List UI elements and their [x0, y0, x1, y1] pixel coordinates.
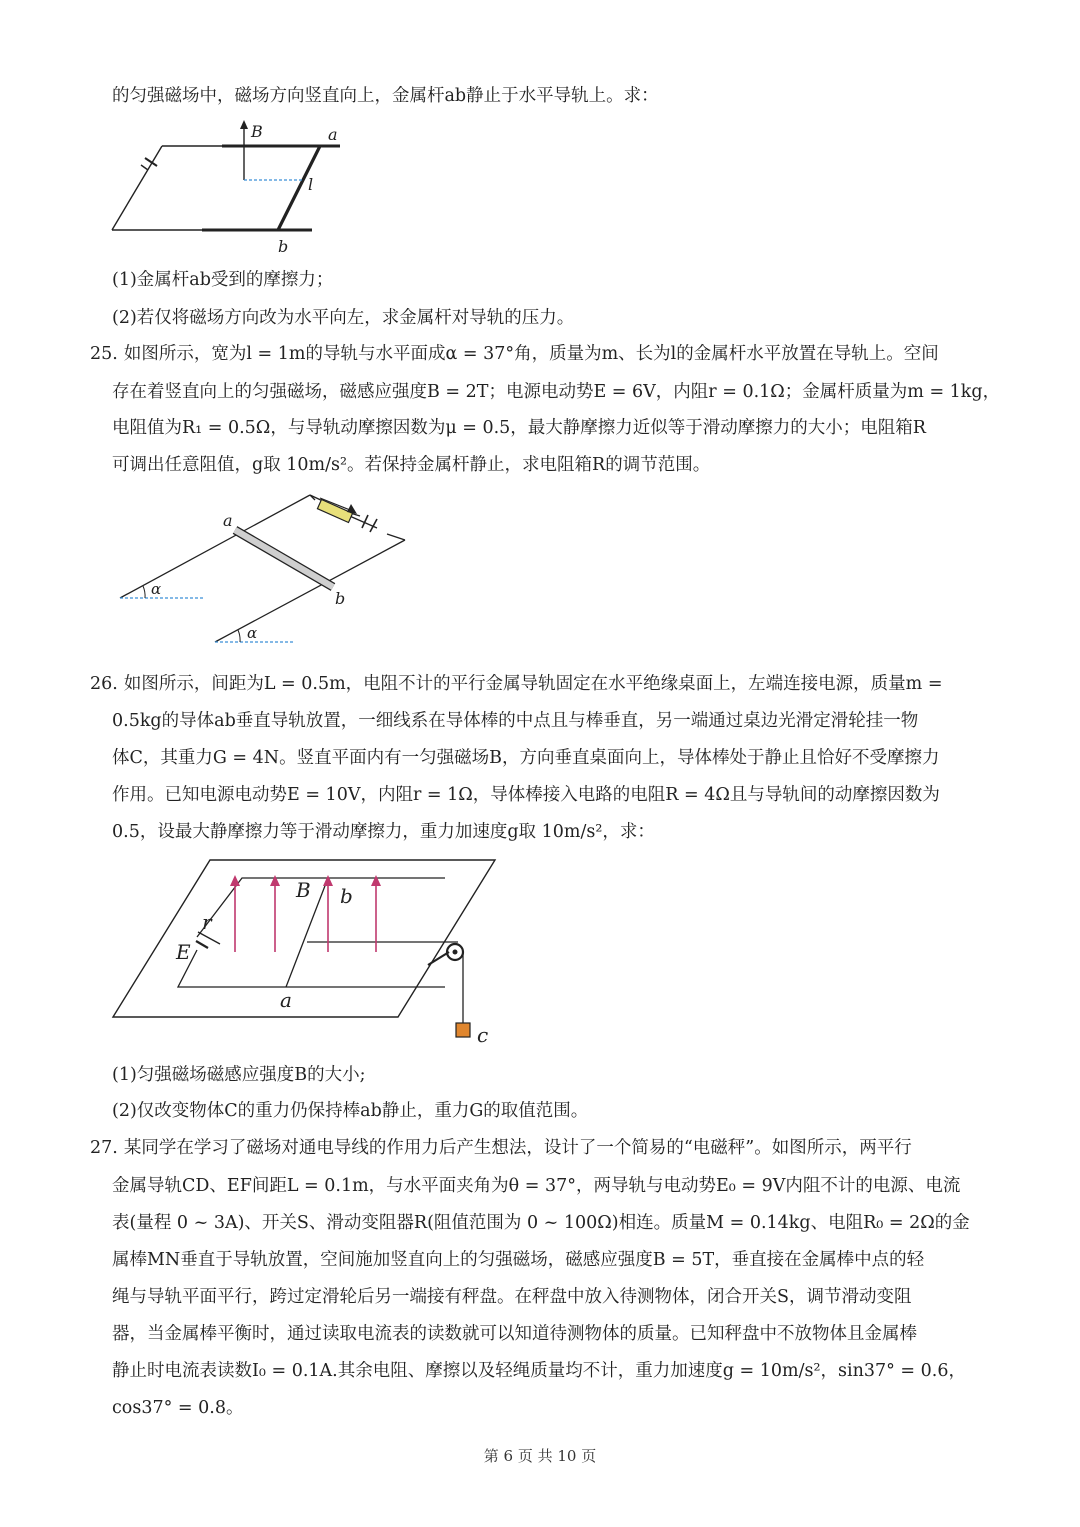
q27-line-5: 绳与导轨平面平行，跨过定滑轮后另一端接有秤盘。在秤盘中放入待测物体，闭合开关S，调节滑动变阻: [112, 1287, 912, 1307]
label-b: b: [340, 884, 353, 908]
q25-line-1: 25. 如图所示，宽为l = 1m的导轨与水平面成α = 37°角，质量为m、长为l的金属杆水平放置在导轨上。空间: [90, 344, 939, 364]
variable-resistor: [317, 498, 357, 522]
figure-q25: [115, 490, 415, 655]
q26-line-3: 体C，其重力G = 4N。竖直平面内有一匀强磁场B，方向垂直桌面向上，导体棒处于静止且恰好不受摩擦力: [112, 748, 940, 768]
figure-q24: [112, 118, 352, 258]
label-c: c: [477, 1023, 489, 1047]
label-B: B: [251, 122, 263, 141]
battery: [362, 515, 377, 532]
label-b: b: [278, 237, 289, 256]
q27-line-1: 27. 某同学在学习了磁场对通电导线的作用力后产生想法，设计了一个简易的“电磁秤”。如图所示，两平行: [90, 1138, 912, 1158]
label-l: l: [308, 175, 314, 194]
q26-number: 26.: [90, 674, 118, 694]
label-alpha-top: α: [151, 580, 162, 598]
q26-sub-2: (2)仅改变物体C的重力仍保持棒ab静止，重力G的取值范围。: [112, 1101, 589, 1121]
figure-q26: [110, 855, 510, 1045]
q26-line-4: 作用。已知电源电动势E = 10V，内阻r = 1Ω，导体棒接入电路的电阻R = 4Ω且与导轨间的动摩擦因数为: [112, 785, 940, 805]
q27-line-8: cos37° = 0.8。: [112, 1398, 244, 1418]
q25-line-2: 存在着竖直向上的匀强磁场，磁感应强度B = 2T；电源电动势E = 6V，内阻r = 0.1Ω；金属杆质量为m = 1kg，: [112, 382, 1001, 402]
circuit-rails: [178, 878, 458, 987]
label-alpha-bottom: α: [247, 624, 258, 642]
q27-line-4: 属棒MN垂直于导轨放置，空间施加竖直向上的匀强磁场，磁感应强度B = 5T，垂直接在金属棒中点的轻: [112, 1250, 925, 1270]
label-a: a: [223, 511, 233, 530]
q26-sub-1: (1)匀强磁场磁感应强度B的大小;: [112, 1065, 366, 1085]
field-arrow: [240, 120, 248, 180]
q27-line-2: 金属导轨CD、EF间距L = 0.1m，与水平面夹角为θ = 37°，两导轨与电动势E₀ = 9V内阻不计的电源、电流: [112, 1176, 961, 1196]
q25-line-4: 可调出任意阻值，g取 10m/s²。若保持金属杆静止，求电阻箱R的调节范围。: [112, 455, 711, 475]
q25-number: 25.: [90, 344, 118, 364]
label-a: a: [328, 125, 338, 144]
label-r: r: [202, 910, 212, 934]
q26-line-2: 0.5kg的导体ab垂直导轨放置，一细线系在导体棒的中点且与棒垂直，另一端通过桌边光滑定滑轮挂一物: [112, 711, 919, 731]
q25-line-3: 电阻值为R₁ = 0.5Ω，与导轨动摩擦因数为μ = 0.5，最大静摩擦力近似等于滑动摩擦力的大小；电阻箱R: [112, 418, 926, 438]
q27-line-3: 表(量程 0 ~ 3A)、开关S、滑动变阻器R(阻值范围为 0 ~ 100Ω)相连。质量M = 0.14kg、电阻R₀ = 2Ω的金: [112, 1213, 970, 1233]
q27-line-7: 静止时电流表读数I₀ = 0.1A.其余电阻、摩擦以及轻绳质量均不计，重力加速度g = 10m/s²，sin37° = 0.6，: [112, 1361, 966, 1381]
q26-line-5: 0.5，设最大静摩擦力等于滑动摩擦力，重力加速度g取 10m/s²，求：: [112, 822, 655, 842]
label-a: a: [280, 988, 292, 1012]
page-number: 第 6 页 共 10 页: [483, 1447, 597, 1465]
q24-sub-1: (1)金属杆ab受到的摩擦力；: [112, 270, 334, 290]
intro-line: 的匀强磁场中，磁场方向竖直向上，金属杆ab静止于水平导轨上。求：: [112, 86, 659, 106]
metal-rod: [235, 530, 333, 587]
pulley: [428, 944, 463, 1023]
q24-sub-2: (2)若仅将磁场方向改为水平向左，求金属杆对导轨的压力。: [112, 308, 575, 328]
label-b: b: [335, 589, 346, 608]
weight-c: [456, 1023, 470, 1037]
label-E: E: [176, 940, 191, 964]
q27-number: 27.: [90, 1138, 118, 1158]
label-B: B: [296, 878, 311, 902]
q26-line-1: 26. 如图所示，间距为L = 0.5m，电阻不计的平行金属导轨固定在水平绝缘桌面上，左端连接电源，质量m =: [90, 674, 943, 694]
rod-ab: [278, 146, 320, 230]
q27-line-6: 器，当金属棒平衡时，通过读取电流表的读数就可以知道待测物体的质量。已知秤盘中不放物体且金属棒: [112, 1324, 917, 1344]
